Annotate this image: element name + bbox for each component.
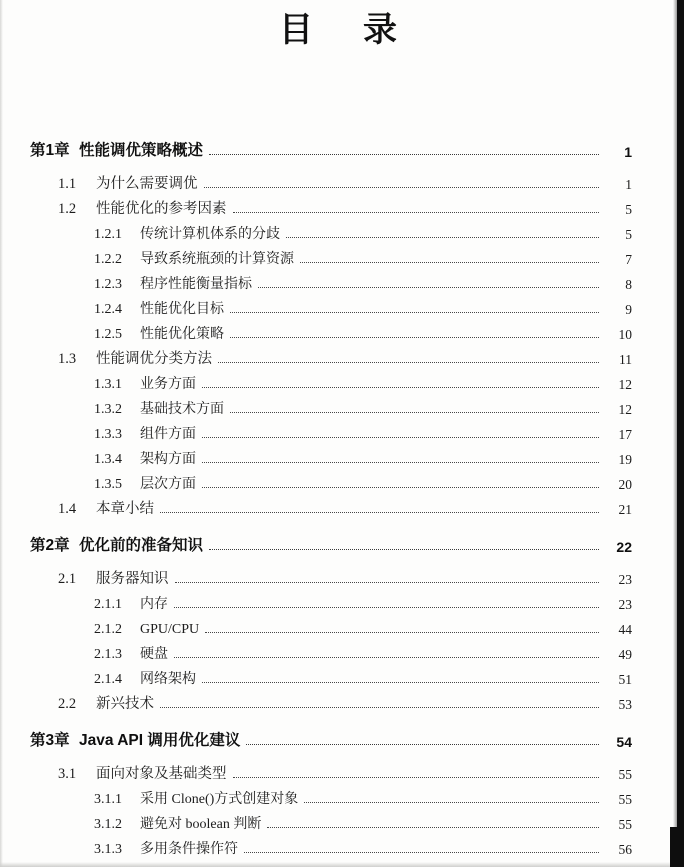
- toc-entry-page: 44: [618, 622, 632, 637]
- toc-entry-page: 9: [625, 302, 632, 317]
- toc-entry-page: 12: [618, 377, 632, 392]
- toc-entry: [0, 689, 632, 713]
- toc-entry: [0, 319, 632, 343]
- toc-entry-number: 1.2.4: [94, 302, 122, 317]
- toc-entry-number: 第1章: [30, 142, 70, 159]
- toc-entry-title: 为什么需要调优: [96, 176, 198, 192]
- toc-entry-number: 1.3.2: [94, 402, 122, 417]
- toc-entry-title: 服务器知识: [96, 571, 169, 587]
- dot-leader: [230, 412, 599, 413]
- toc-entry-page: 19: [618, 452, 632, 467]
- toc-entry: [0, 219, 632, 243]
- toc-entry-title: 基础技术方面: [140, 402, 224, 417]
- dot-leader: [233, 777, 600, 778]
- toc-entry: [0, 494, 632, 518]
- toc-entry-number: 第3章: [30, 732, 70, 749]
- dot-leader: [258, 287, 599, 288]
- toc-entry-number: 1.3.4: [94, 452, 122, 467]
- toc-entry-page: 7: [625, 252, 632, 267]
- toc-entry: [0, 589, 632, 613]
- dot-leader: [267, 827, 599, 828]
- toc-entry: [0, 564, 632, 588]
- page-title: 目 录: [279, 11, 405, 49]
- toc-entry-number: 1.3.3: [94, 427, 122, 442]
- dot-leader: [244, 852, 599, 853]
- toc-entry-title: 避免对 boolean 判断: [140, 817, 262, 832]
- toc-entry: [0, 394, 632, 418]
- toc-entry: [0, 269, 632, 293]
- toc-entry-title: 性能调优策略概述: [79, 142, 204, 159]
- table-of-contents: [0, 136, 684, 858]
- dot-leader: [286, 237, 599, 238]
- dot-leader: [160, 707, 599, 708]
- toc-entry-page: 22: [616, 539, 632, 555]
- dot-leader: [202, 462, 599, 463]
- toc-entry: [0, 664, 632, 688]
- dot-leader: [205, 632, 599, 633]
- dot-leader: [204, 187, 600, 188]
- toc-entry-page: 11: [619, 352, 632, 367]
- toc-entry: [0, 169, 632, 193]
- scan-edge-right: [677, 0, 684, 867]
- toc-entry-number: 3.1.1: [94, 792, 122, 807]
- dot-leader: [209, 549, 599, 550]
- toc-entry: [0, 834, 632, 858]
- dot-leader: [300, 262, 599, 263]
- dot-leader: [304, 802, 599, 803]
- toc-entry-title: 性能调优分类方法: [96, 351, 212, 367]
- dot-leader: [230, 312, 599, 313]
- toc-entry-title: 传统计算机体系的分歧: [140, 227, 280, 242]
- toc-entry-number: 1.3: [58, 351, 77, 367]
- toc-entry-number: 1.3.5: [94, 477, 122, 492]
- toc-entry-page: 55: [618, 817, 632, 832]
- dot-leader: [202, 487, 599, 488]
- dot-leader: [202, 387, 599, 388]
- toc-entry-number: 第2章: [30, 537, 70, 554]
- toc-entry-title: 程序性能衡量指标: [140, 277, 252, 292]
- dot-leader: [202, 682, 599, 683]
- dot-leader: [174, 657, 599, 658]
- toc-entry-page: 1: [624, 144, 632, 160]
- toc-entry-page: 56: [618, 842, 632, 857]
- toc-entry-title: 业务方面: [140, 377, 196, 392]
- toc-entry-number: 1.1: [58, 176, 77, 192]
- dot-leader: [218, 362, 599, 363]
- toc-entry-title: 网络架构: [140, 672, 196, 687]
- toc-entry: [0, 784, 632, 808]
- toc-entry-number: 1.2: [58, 201, 77, 217]
- toc-entry-page: 23: [618, 597, 632, 612]
- toc-entry-page: 5: [625, 202, 632, 217]
- dot-leader: [233, 212, 600, 213]
- toc-entry: [0, 444, 632, 468]
- toc-entry-title: 采用 Clone()方式创建对象: [140, 792, 299, 807]
- toc-entry-page: 51: [618, 672, 632, 687]
- dot-leader: [230, 337, 599, 338]
- toc-entry-page: 49: [618, 647, 632, 662]
- toc-entry-title: 面向对象及基础类型: [96, 766, 227, 782]
- toc-entry-page: 21: [618, 502, 632, 517]
- toc-entry-number: 1.2.2: [94, 252, 122, 267]
- dot-leader: [246, 744, 599, 745]
- toc-entry-page: 23: [618, 572, 632, 587]
- toc-entry-title: Java API 调用优化建议: [79, 732, 241, 749]
- scan-edge-bottom: [0, 862, 684, 867]
- toc-entry-title: 优化前的准备知识: [79, 537, 204, 554]
- dot-leader: [174, 607, 599, 608]
- toc-entry-page: 10: [618, 327, 632, 342]
- toc-entry-page: 54: [616, 734, 632, 750]
- toc-entry: [0, 194, 632, 218]
- toc-entry-title: 层次方面: [140, 477, 196, 492]
- toc-entry: [0, 639, 632, 663]
- toc-entry-number: 1.2.1: [94, 227, 122, 242]
- toc-entry-title: 多用条件操作符: [140, 842, 238, 857]
- dot-leader: [160, 512, 599, 513]
- toc-entry: [0, 531, 632, 555]
- toc-entry: [0, 809, 632, 833]
- toc-entry: [0, 614, 632, 638]
- toc-entry-page: 5: [625, 227, 632, 242]
- toc-entry: [0, 759, 632, 783]
- toc-entry: [0, 726, 632, 750]
- toc-entry-number: 1.4: [58, 501, 77, 517]
- toc-entry: [0, 369, 632, 393]
- toc-entry: [0, 469, 632, 493]
- dot-leader: [175, 582, 600, 583]
- toc-entry-title: 导致系统瓶颈的计算资源: [140, 252, 294, 267]
- toc-entry-title: 硬盘: [140, 647, 168, 662]
- toc-entry-number: 2.1.1: [94, 597, 122, 612]
- scan-corner-bottom-right: [670, 827, 684, 867]
- toc-entry: [0, 419, 632, 443]
- toc-entry-title: GPU/CPU: [140, 622, 200, 637]
- toc-entry-number: 2.2: [58, 696, 77, 712]
- toc-entry-title: 性能优化目标: [140, 302, 224, 317]
- toc-entry: [0, 136, 632, 160]
- toc-entry-title: 本章小结: [96, 501, 154, 517]
- toc-entry-page: 8: [625, 277, 632, 292]
- toc-entry-page: 12: [618, 402, 632, 417]
- toc-entry-number: 1.3.1: [94, 377, 122, 392]
- toc-entry: [0, 344, 632, 368]
- toc-entry-number: 3.1: [58, 766, 77, 782]
- toc-entry-number: 3.1.3: [94, 842, 122, 857]
- dot-leader: [209, 154, 599, 155]
- toc-entry-title: 架构方面: [140, 452, 196, 467]
- toc-entry-number: 2.1.3: [94, 647, 122, 662]
- toc-entry-page: 1: [625, 177, 632, 192]
- toc-entry-title: 性能优化策略: [140, 327, 224, 342]
- toc-entry-number: 3.1.2: [94, 817, 122, 832]
- dot-leader: [202, 437, 599, 438]
- toc-entry-number: 1.2.3: [94, 277, 122, 292]
- toc-entry-page: 55: [618, 792, 632, 807]
- toc-entry-page: 20: [618, 477, 632, 492]
- toc-entry-number: 2.1: [58, 571, 77, 587]
- scan-edge-left: [0, 0, 3, 867]
- toc-entry-title: 内存: [140, 597, 168, 612]
- toc-entry: [0, 244, 632, 268]
- toc-entry-number: 2.1.4: [94, 672, 122, 687]
- toc-entry-title: 组件方面: [140, 427, 196, 442]
- toc-entry-title: 新兴技术: [96, 696, 154, 712]
- toc-entry-title: 性能优化的参考因素: [96, 201, 227, 217]
- toc-entry-number: 1.2.5: [94, 327, 122, 342]
- toc-entry: [0, 294, 632, 318]
- toc-entry-page: 55: [618, 767, 632, 782]
- toc-entry-number: 2.1.2: [94, 622, 122, 637]
- toc-entry-page: 17: [618, 427, 632, 442]
- toc-entry-page: 53: [618, 697, 632, 712]
